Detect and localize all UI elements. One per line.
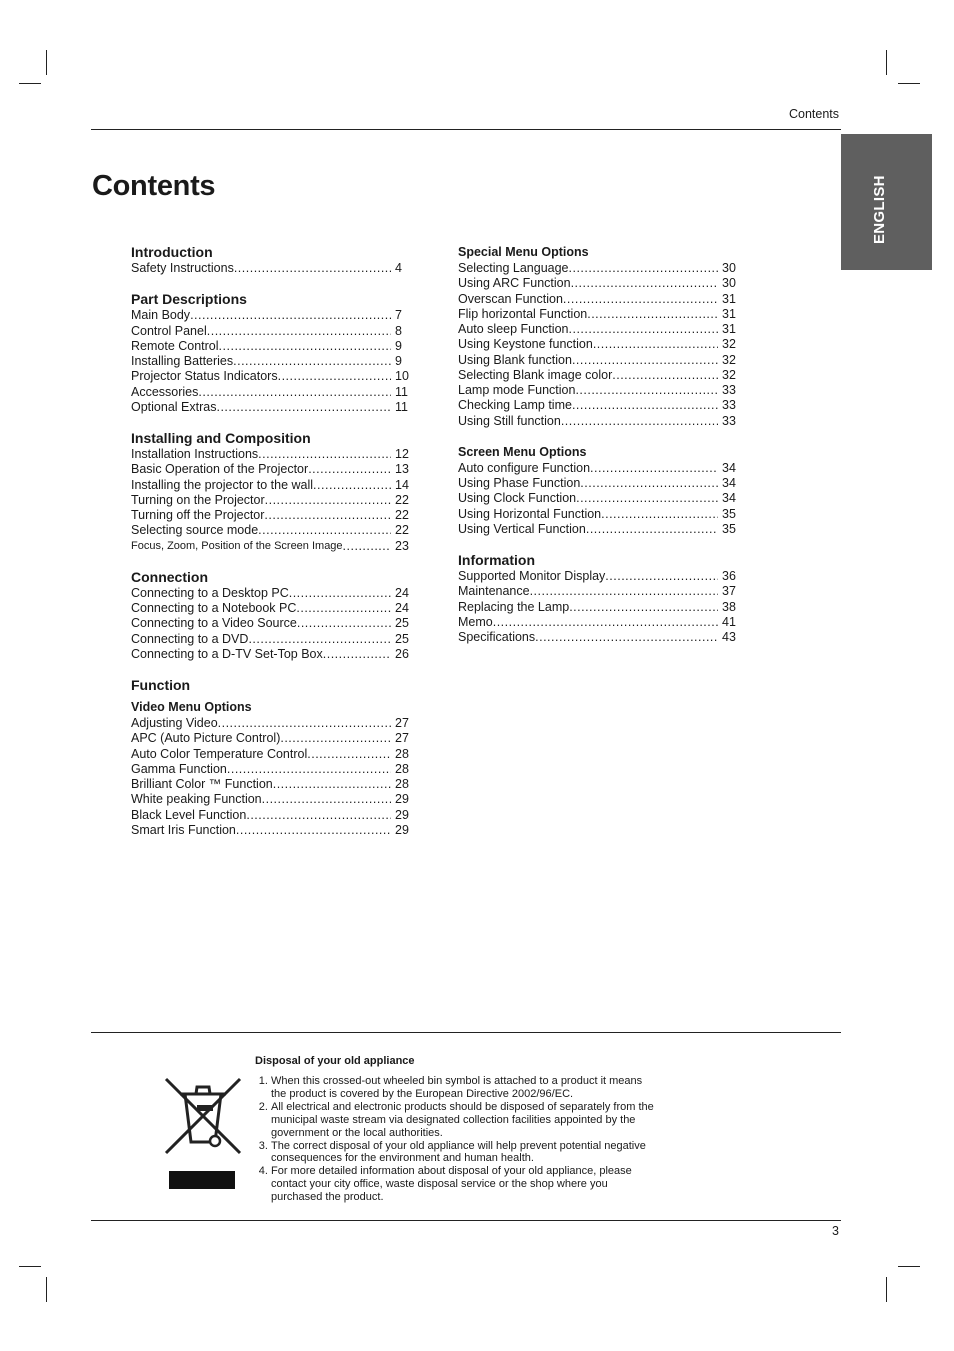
toc-entry [131,508,409,523]
toc-entry [458,630,736,645]
toc-entry-page: 33 [722,413,736,428]
toc-section-heading: Introduction [131,244,213,260]
toc-entry-page: 11 [395,399,408,414]
toc-entry [131,478,409,493]
toc-entry-title: Installing the projector to the wall [131,477,314,492]
toc-entry-title: Supported Monitor Display [458,569,606,583]
toc-dot-leader [580,476,718,491]
toc-dot-leader [233,354,391,369]
toc-dot-leader [569,322,719,337]
toc-entry-page: 29 [395,792,409,807]
toc-dot-leader [296,601,391,616]
toc-entry-title: Specifications [458,630,536,644]
toc-section [131,430,409,554]
toc-entry-title: Connecting to a D-TV Set-Top Box [131,646,323,661]
toc-entry [131,308,409,323]
toc-section [458,552,736,645]
toc-entry-page: 9 [395,354,402,368]
header-rule [91,129,841,130]
toc-dot-leader [198,385,391,400]
toc-entry-title: Using Vertical Function [458,521,586,536]
toc-entry-title: Connecting to a Notebook PC [131,601,297,615]
toc-entry [131,823,409,838]
toc-right-column [458,244,736,660]
toc-dot-leader [216,400,391,415]
toc-dot-leader [246,808,391,823]
toc-section [131,677,409,838]
toc-entry-page: 28 [395,746,409,761]
toc-entry-title: Using Clock Function [458,491,577,506]
toc-dot-leader [278,369,391,384]
toc-dot-leader [587,307,718,322]
toc-entry [458,398,736,413]
toc-entry-title: Auto Color Temperature Control [131,746,308,761]
toc-entry-title: Checking Lamp time [458,398,572,413]
toc-dot-leader [190,308,391,323]
toc-entry-page: 25 [395,631,409,646]
crop-mark [898,1266,920,1267]
toc-entry-title: Selecting Language [458,261,569,275]
toc-entry-page: 37 [722,584,736,599]
toc-dot-leader [218,716,391,731]
crop-mark [886,1277,887,1302]
toc-dot-leader [236,823,391,838]
toc-entry-title: Using Still function [458,413,561,428]
toc-entry-page: 13 [395,462,409,477]
toc-dot-leader [258,523,391,538]
toc-entry-title: Selecting Blank image color [458,367,613,382]
toc-entry-title: Black Level Function [131,807,247,822]
toc-dot-leader [576,491,718,506]
toc-entry-page: 8 [395,323,402,338]
toc-entry-page: 35 [722,506,736,521]
toc-entry [131,462,409,477]
toc-entry [131,647,409,662]
toc-entry-page: 34 [722,460,736,475]
toc-entry-page: 22 [395,508,409,522]
toc-entry [458,322,736,337]
crossed-out-wheeled-bin-icon [163,1076,243,1156]
toc-subheading: Screen Menu Options [458,444,587,459]
toc-entry-page: 33 [722,398,736,413]
toc-entry-title: Maintenance [458,584,530,599]
toc-entry-title: Replacing the Lamp [458,599,570,614]
toc-dot-leader [307,747,391,762]
toc-entry-title: Control Panel [131,323,207,338]
toc-entry-title: Installing Batteries [131,354,234,368]
toc-entry-title: Installation Instructions [131,447,259,461]
toc-entry-page: 12 [395,447,409,461]
toc-dot-leader [530,584,718,599]
toc-entry-page: 28 [395,761,409,776]
disposal-item: 3. The correct disposal of your old appliance will help prevent potential negative consequences for the environment and human health. [271,1140,655,1166]
toc-dot-leader [569,261,718,276]
disposal-notice [255,1055,655,1204]
toc-entry-title: Using Blank function [458,352,572,367]
toc-dot-leader [289,586,391,601]
toc-entry [458,292,736,307]
toc-dot-leader [264,508,391,523]
toc-entry-title: White peaking Function [131,792,262,807]
toc-entry [458,261,736,276]
toc-dot-leader [601,507,718,522]
toc-entry [458,337,736,352]
toc-entry-page: 14 [395,477,409,492]
toc-dot-leader [323,647,391,662]
toc-entry-page: 24 [395,601,409,615]
toc-entry [131,493,409,508]
toc-entry-title: Selecting source mode [131,523,259,538]
toc-entry-page: 32 [722,367,736,382]
toc-entry [131,731,409,746]
toc-dot-leader [535,630,718,645]
toc-entry-page: 36 [722,569,736,583]
crop-mark [46,1277,47,1302]
toc-entry-title: Connecting to a DVD [131,631,249,646]
toc-dot-leader [343,539,391,554]
toc-entry [458,276,736,291]
toc-entry-page: 11 [395,384,408,399]
toc-entry [131,792,409,807]
toc-entry-page: 43 [722,630,736,644]
toc-entry-page: 41 [722,614,736,629]
page-number: 3 [832,1224,839,1238]
toc-dot-leader [572,353,718,368]
toc-entry [458,569,736,584]
toc-dot-leader [575,383,718,398]
toc-entry-title: Auto configure Function [458,460,591,475]
toc-dot-leader [593,337,718,352]
toc-section-heading: Installing and Composition [131,430,311,446]
toc-entry-title: Basic Operation of the Projector [131,462,309,477]
toc-entry-title: Brilliant Color ™ Function [131,777,273,791]
toc-entry-page: 25 [395,616,409,631]
language-tab-label: ENGLISH [871,175,888,244]
section-rule [91,1032,841,1033]
toc-dot-leader [572,398,718,413]
toc-entry [131,601,409,616]
toc-entry-page: 9 [395,338,402,353]
toc-entry-page: 35 [722,521,736,536]
toc-entry-page: 32 [722,337,736,352]
toc-entry-title: Accessories [131,384,199,399]
toc-entry-page: 27 [395,716,409,730]
toc-entry-title: Using Keystone function [458,337,593,352]
running-header: Contents [788,107,839,121]
toc-entry [131,447,409,462]
toc-entry-title: Connecting to a Video Source [131,616,297,631]
toc-entry [131,354,409,369]
toc-dot-leader [563,292,718,307]
toc-entry-title: Safety Instructions [131,261,234,275]
toc-entry [131,716,409,731]
toc-entry-title: Projector Status Indicators [131,369,278,384]
toc-entry-title: Flip horizontal Function [458,306,588,321]
toc-entry-title: Focus, Zoom, Position of the Screen Image [131,539,343,552]
toc-dot-leader [561,414,718,429]
toc-entry [458,414,736,429]
toc-entry [458,522,736,537]
disposal-item: 1. When this crossed-out wheeled bin symbol is attached to a product it means the product is covered by the European Directive 2002/96/EC. [271,1075,655,1101]
toc-section [458,444,736,537]
toc-entry-page: 27 [395,731,409,746]
crop-mark [886,50,887,75]
toc-entry-page: 4 [395,261,402,275]
toc-section-heading: Information [458,552,535,568]
toc-entry-page: 33 [722,383,736,397]
toc-entry-page: 7 [395,308,402,323]
toc-entry [458,307,736,322]
toc-entry-title: Gamma Function [131,761,227,776]
toc-entry [131,400,409,415]
crop-mark [898,83,920,84]
toc-entry-title: Using Horizontal Function [458,506,602,521]
toc-entry-page: 23 [395,538,409,553]
toc-section-heading: Connection [131,568,208,585]
toc-entry-title: Memo [458,614,493,629]
toc-dot-leader [605,569,718,584]
toc-entry-page: 34 [722,491,736,506]
toc-section [458,244,736,429]
toc-entry [131,762,409,777]
toc-entry [131,777,409,792]
disposal-heading: Disposal of your old appliance [255,1055,415,1067]
toc-entry [131,385,409,400]
toc-entry [458,491,736,506]
toc-entry-title: Auto sleep Function [458,322,569,336]
toc-entry [131,632,409,647]
toc-dot-leader [308,462,391,477]
toc-entry-page: 29 [395,807,409,822]
toc-entry-page: 26 [395,646,409,661]
toc-entry [131,747,409,762]
toc-entry [131,616,409,631]
language-tab [841,134,932,270]
toc-dot-leader [248,632,391,647]
toc-dot-leader [569,600,718,615]
toc-dot-leader [297,616,391,631]
toc-entry [458,507,736,522]
toc-entry-page: 31 [722,306,736,321]
toc-entry-page: 22 [395,523,409,538]
toc-dot-leader [265,493,391,508]
toc-entry [458,476,736,491]
disposal-item: 2. All electrical and electronic products should be disposed of separately from the municipal waste stream via designated collection facilities appointed by the government or the local authorities. [271,1101,655,1140]
toc-dot-leader [280,731,391,746]
toc-entry [131,369,409,384]
toc-entry [131,539,409,554]
toc-dot-leader [571,276,718,291]
footer-rule [91,1220,841,1221]
toc-entry-title: Smart Iris Function [131,822,236,837]
toc-entry [458,368,736,383]
toc-entry-page: 28 [395,777,409,791]
toc-section [131,291,409,415]
toc-section-heading: Part Descriptions [131,291,247,308]
toc-subheading: Video Menu Options [131,700,252,714]
toc-entry-page: 31 [722,322,736,336]
toc-entry [458,383,736,398]
toc-entry [458,600,736,615]
crop-mark [19,83,41,84]
toc-dot-leader [586,522,718,537]
toc-entry-page: 29 [395,822,409,837]
toc-dot-leader [313,478,391,493]
toc-entry-title: Lamp mode Function [458,383,576,397]
toc-entry-title: Connecting to a Desktop PC [131,585,289,600]
toc-entry-page: 30 [722,276,736,291]
toc-subheading: Special Menu Options [458,245,589,259]
toc-entry-title: Remote Control [131,338,219,353]
toc-entry [131,339,409,354]
toc-entry-title: Using Phase Function [458,476,581,490]
toc-dot-leader [227,762,391,777]
toc-section [131,244,409,276]
toc-entry-title: Adjusting Video [131,716,218,730]
toc-entry [458,461,736,476]
crop-mark [46,50,47,75]
disposal-item: 4. For more detailed information about disposal of your old appliance, please contact your city office, waste disposal service or the shop where you purchased the product. [271,1165,655,1204]
toc-entry-title: Using ARC Function [458,276,571,291]
toc-entry-title: Turning off the Projector [131,508,265,522]
toc-entry [458,584,736,599]
toc-dot-leader [234,261,391,276]
toc-entry [458,353,736,368]
toc-entry [131,586,409,601]
crop-mark [19,1266,41,1267]
toc-entry [131,261,409,276]
toc-section-heading: Function [131,677,191,693]
toc-entry-title: Turning on the Projector [131,492,265,507]
toc-dot-leader [207,324,391,339]
toc-entry-page: 22 [395,492,409,507]
toc-section [131,569,409,662]
toc-entry [458,615,736,630]
toc-entry-page: 30 [722,261,736,275]
toc-entry [131,324,409,339]
toc-entry-title: APC (Auto Picture Control) [131,731,281,746]
toc-dot-leader [590,461,718,476]
toc-dot-leader [612,368,718,383]
toc-entry-page: 34 [722,476,736,490]
page-title: Contents [92,170,216,202]
toc-left-column [131,244,409,853]
toc-entry-page: 38 [722,599,736,614]
toc-dot-leader [273,777,391,792]
toc-entry-page: 31 [722,291,736,306]
toc-entry-title: Overscan Function [458,291,563,306]
toc-entry-page: 10 [395,369,409,384]
toc-entry [131,523,409,538]
toc-entry [131,808,409,823]
toc-entry-title: Optional Extras [131,399,217,414]
toc-dot-leader [493,615,718,630]
toc-dot-leader [262,792,391,807]
toc-dot-leader [219,339,391,354]
bin-underline-bar [169,1171,235,1189]
toc-entry-title: Main Body [131,308,191,323]
toc-entry-page: 32 [722,352,736,367]
toc-entry-page: 24 [395,585,409,600]
toc-dot-leader [258,447,391,462]
